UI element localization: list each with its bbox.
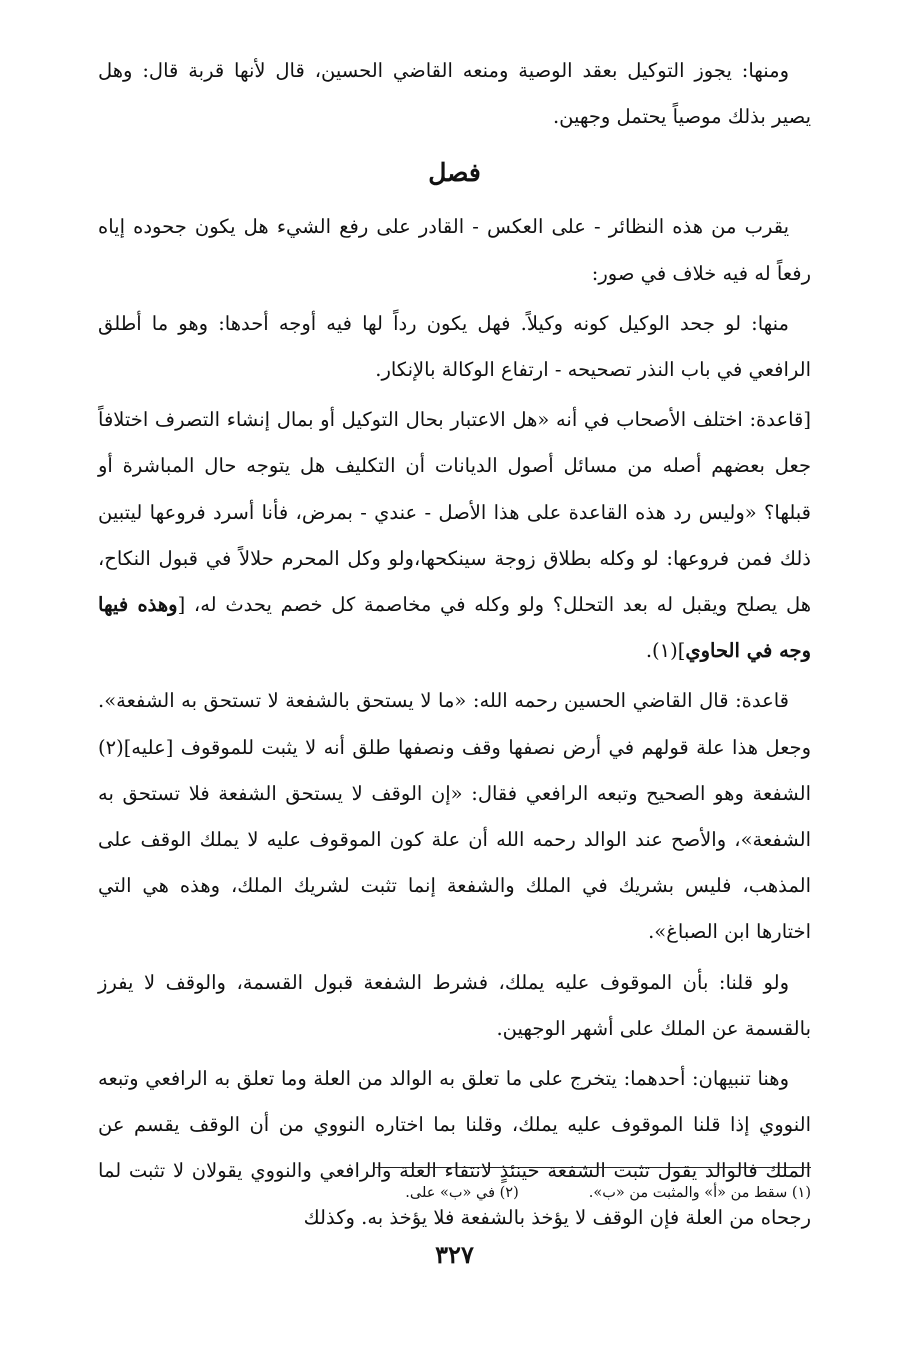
footnote-1: (١) سقط من «أ» والمثبت من «ب». xyxy=(588,1185,811,1201)
paragraph-3: منها: لو جحد الوكيل كونه وكيلاً. فهل يكون رداً لها فيه أوجه أحدها: وهو ما أطلق الرافعي في باب النذر تصحيحه - ارتفاع الوكالة بالإنكار. xyxy=(98,311,811,382)
rule-label-2: قاعدة: xyxy=(728,689,790,713)
paragraph-5 xyxy=(98,678,811,955)
paragraph-4-bold: وهذه فيها وجه في الحاوي xyxy=(98,593,811,663)
paragraph-2: يقرب من هذه النظائر - على العكس - القادر على رفع الشيء هل يكون جحوده إياه رفعاً له فيه خلاف في صور: xyxy=(98,215,811,285)
paragraph-5-text: قال القاضي الحسين رحمه الله: «ما لا يستحق بالشفعة لا تستحق به الشفعة». وجعل هذا علة قولهم في أرض نصفها وقف ونصفها طلق أنه لا يثبت للموقوف [عليه](٢) الشفعة وهو الصحيح وتبعه الرافعي فقال: «إن الوقف لا يستحق الشفعة فلا تستحق به الشفعة»، والأصح عند الوالد رحمه الله أن علة كون الموقوف عليه لا يملك الوقف على المذهب، فليس بشريك في الملك والشفعة إنما تثبت لشريك الملك، وهذه هي التي اختارها ابن الصباغ». xyxy=(98,689,811,944)
paragraph-1: ومنها: يجوز التوكيل بعقد الوصية ومنعه القاضي الحسين، قال لأنها قربة قال: وهل يصير بذلك موصياً يحتمل وجهين. xyxy=(98,59,811,129)
footnotes xyxy=(98,1181,811,1205)
rule-label: [قاعدة: xyxy=(742,408,811,432)
paragraph-4 xyxy=(98,397,811,674)
page-number: ٣٢٧ xyxy=(435,1240,474,1269)
paragraph-7: وهنا تنبيهان: أحدهما: يتخرج على ما تعلق به الوالد من العلة وما تعلق به الرافعي وتبعه النووي إذا قلنا الموقوف عليه يملك، وقلنا بما اختاره النووي من أن الوقف يقسم عن الملك فالوالد يقول تثبت الشفعة حينئذٍ لانتفاء العلة والرافعي والنووي يقولان لا تثبت لما رجحاه من العلة فإن الوقف لا يؤخذ بالشفعة فلا يؤخذ به. وكذلك xyxy=(98,1067,811,1229)
section-heading: فصل xyxy=(428,158,481,188)
paragraph-4-text: اختلف الأصحاب في أنه «هل الاعتبار بحال التوكيل أو بمال إنشاء التصرف اختلافاً جعل بعضهم أصله من مسائل أصول الديانات أن التكليف هل يتوجه حال المباشرة أو قبلها؟ «وليس رد هذه القاعدة على هذا الأصل - عندي - بمرض، فأنا أسرد فروعها ليتبين ذلك فمن فروعها: لو وكله بطلاق زوجة سينكحها،ولو وكل المحرم حلالاً في قبول النكاح، هل يصلح ويقبل له بعد التحلل؟ ولو وكله في مخاصمة كل خصم يحدث له، [ xyxy=(98,408,811,617)
footnote-divider xyxy=(373,1167,811,1168)
paragraph-4-end: ](١). xyxy=(645,639,686,663)
paragraph-6: ولو قلنا: بأن الموقوف عليه يملك، فشرط الشفعة قبول القسمة، والوقف لا يفرز بالقسمة عن الملك على أشهر الوجهين. xyxy=(98,970,811,1040)
footnote-2: (٢) في «ب» على. xyxy=(405,1185,519,1201)
page-body xyxy=(98,48,811,1245)
